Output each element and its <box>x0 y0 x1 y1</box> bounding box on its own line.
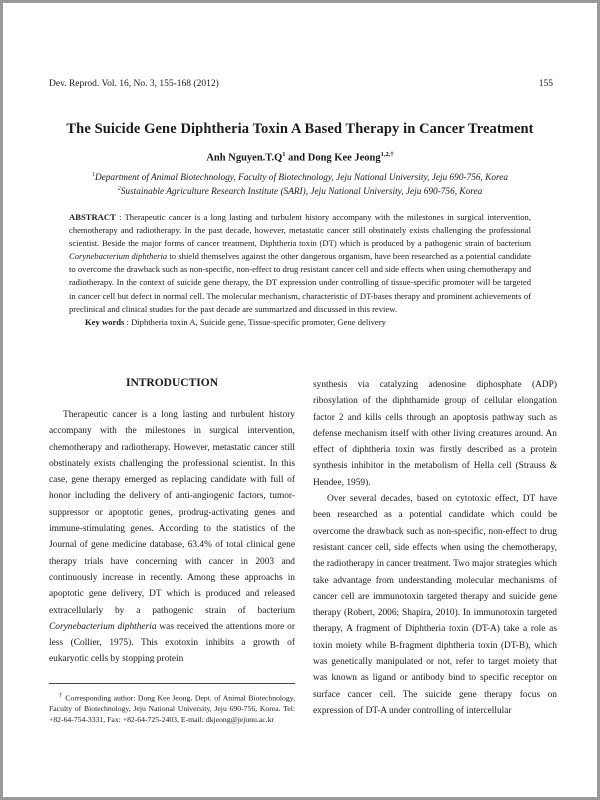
footnote-symbol: † <box>59 692 63 699</box>
abstract-species-name: Corynebacterium diphtheria <box>69 251 168 262</box>
intro-paragraph-2: Over several decades, based on cytotoxic effect, DT have been researched as a potential candidate which could be overcome the drawback such as non-specific, non-effect to drug resistant cancer cell, side effects when using the chemotherapy, the radiotherapy in cancer treatment. Two major strategies which take advantage from understanding molecular mechanisms of cancer cell are immunotoxin targeted therapy and suicide gene therapy (Robert, 2006; Shapira, 2010). In immunotoxin targeted therapy, A fragment of Diphtheria toxin (DT-A) take a role as toxin moiety while B-fragment diphtheria toxin (DT-B), which was genetically manipulated or not, refer to target moiety that was known as ligand or antibody bind to specific receptor on surface cancer cell. The suicide gene therapy focus on expression of DT-A under controlling of intercellular <box>313 494 557 716</box>
intro-paragraph-1-text-b: was received the attentions more or less (Collier, 1975). This exotoxin inhibits a growth of eukaryotic cells by stopping protein <box>49 621 295 665</box>
journal-info: Dev. Reprod. Vol. 16, No. 3, 155-168 (2012) <box>49 79 219 89</box>
running-header <box>49 79 553 89</box>
abstract-block <box>69 211 531 329</box>
abstract-paragraph <box>69 211 531 316</box>
page-number: 155 <box>538 79 553 89</box>
affiliation-2 <box>23 186 577 197</box>
section-heading-introduction: INTRODUCTION <box>125 377 218 389</box>
left-column <box>49 407 295 668</box>
paper-page <box>3 3 597 797</box>
footnote-divider <box>49 683 295 684</box>
abstract-label: ABSTRACT <box>69 212 116 222</box>
intro-species-name: Corynebacterium diphtheria <box>49 621 157 632</box>
author-line <box>23 151 577 164</box>
right-column <box>313 377 557 719</box>
author-1-affil-mark: 1 <box>282 151 286 158</box>
affiliation-1 <box>23 172 577 183</box>
intro-paragraph-1-text-a: Therapeutic cancer is a long lasting and turbulent history accompany with the milestones in surgical intervention, chemotherapy and radiotherapy. However, metastatic cancer still obstinately exists challenging the professional scientist. In this case, gene therapy emerged as replacing candidate with full of honor including the delivery of anti-angiogenic factors, tumor-suppressor or apoptotic genes, prodrug-activating genes and immune-stimulating genes. According to the statistics of the Journal of gene medicine database, 63.4% of total clinical gene therapy trials have concerning with cancer in 2003 and continuously increase in recently. Among these approachs in apoptotic gene delivery, DT which is produced and released extracellularly by a pathogenic strain of bacterium <box>49 410 295 616</box>
author-2: Dong Kee Jeong <box>307 152 381 164</box>
intro-paragraph-1 <box>49 407 295 668</box>
author-conjunction: and <box>288 152 306 164</box>
author-1: Anh Nguyen.T.Q <box>206 152 283 164</box>
keywords-separator: : <box>124 316 132 327</box>
keywords-line <box>69 316 531 329</box>
intro-paragraph-continued: synthesis via catalyzing adenosine diphosphate (ADP) ribosylation of the diphthamide group of cellular elongation factor 2 and kills cells through an apoptosis pathway such as defense mechanism itself with other living creatures around. An effect of diphtheria toxin was firstly described as a protein synthesis inhibitor in the metabolism of Hella cell (Strauss & Hendee, 1959). <box>313 380 557 488</box>
affiliation-2-text: Sustainable Agriculture Research Institute (SARI), Jeju National University, Jeju 690-756, Korea <box>120 187 483 198</box>
paper-title: The Suicide Gene Diphtheria Toxin A Based Therapy in Cancer Treatment <box>66 121 534 137</box>
abstract-text-1: Therapeutic cancer is a long lasting and turbulent history accompany with the milestones in surgical intervention, chemotherapy and radiotherapy. In the past decade, however, metastatic cancer still obstinately exists challenging the professional scientist. Beside the major forms of cancer treatment, Diphtheria toxin (DT) which is produced by a pathogenic strain of bacterium <box>69 212 531 249</box>
footnote-paragraph <box>49 691 295 725</box>
corresponding-author-footnote <box>49 691 295 725</box>
author-2-affil-mark: 1,2,† <box>380 151 394 158</box>
affiliation-1-mark: 1 <box>91 172 95 178</box>
affiliation-1-text: Department of Animal Biotechnology, Faculty of Biotechnology, Jeju National University, Jeju 690-756, Korea <box>94 173 509 184</box>
affiliation-2-mark: 2 <box>117 186 121 192</box>
keywords-list: Diphtheria toxin A, Suicide gene, Tissue-specific promoter, Gene delivery <box>131 316 386 327</box>
abstract-text-2: to shield themselves against the other dangerous organism, have been researched as a potential candidate to overcome the drawback such as non-specific, non-effect to drug resistant cancer cell and side effects when using chemotherapy and radiotherapy. In the context of suicide gene therapy, the DT expression under controlling of tissue-specific promoter will be targeted in cancer cell but defect in normal cell. The molecular mechanism, characteristic of DT-bases therapy and prominent achievements of preclinical and clinical studies for the past decade are summarized and discussed in this review. <box>69 251 531 314</box>
keywords-label: Key words <box>85 316 125 327</box>
footnote-text: Corresponding author: Dong Kee Jeong, Dept. of Animal Biotechnology, Faculty of Biotechnology, Jeju National University, Jeju 690-756, Korea. Tel: +82-64-754-3331, Fax: +82-64-725-2403, E-mail: dkjeong@jejunu.ac.kr <box>49 693 296 724</box>
abstract-separator: : <box>115 212 125 222</box>
